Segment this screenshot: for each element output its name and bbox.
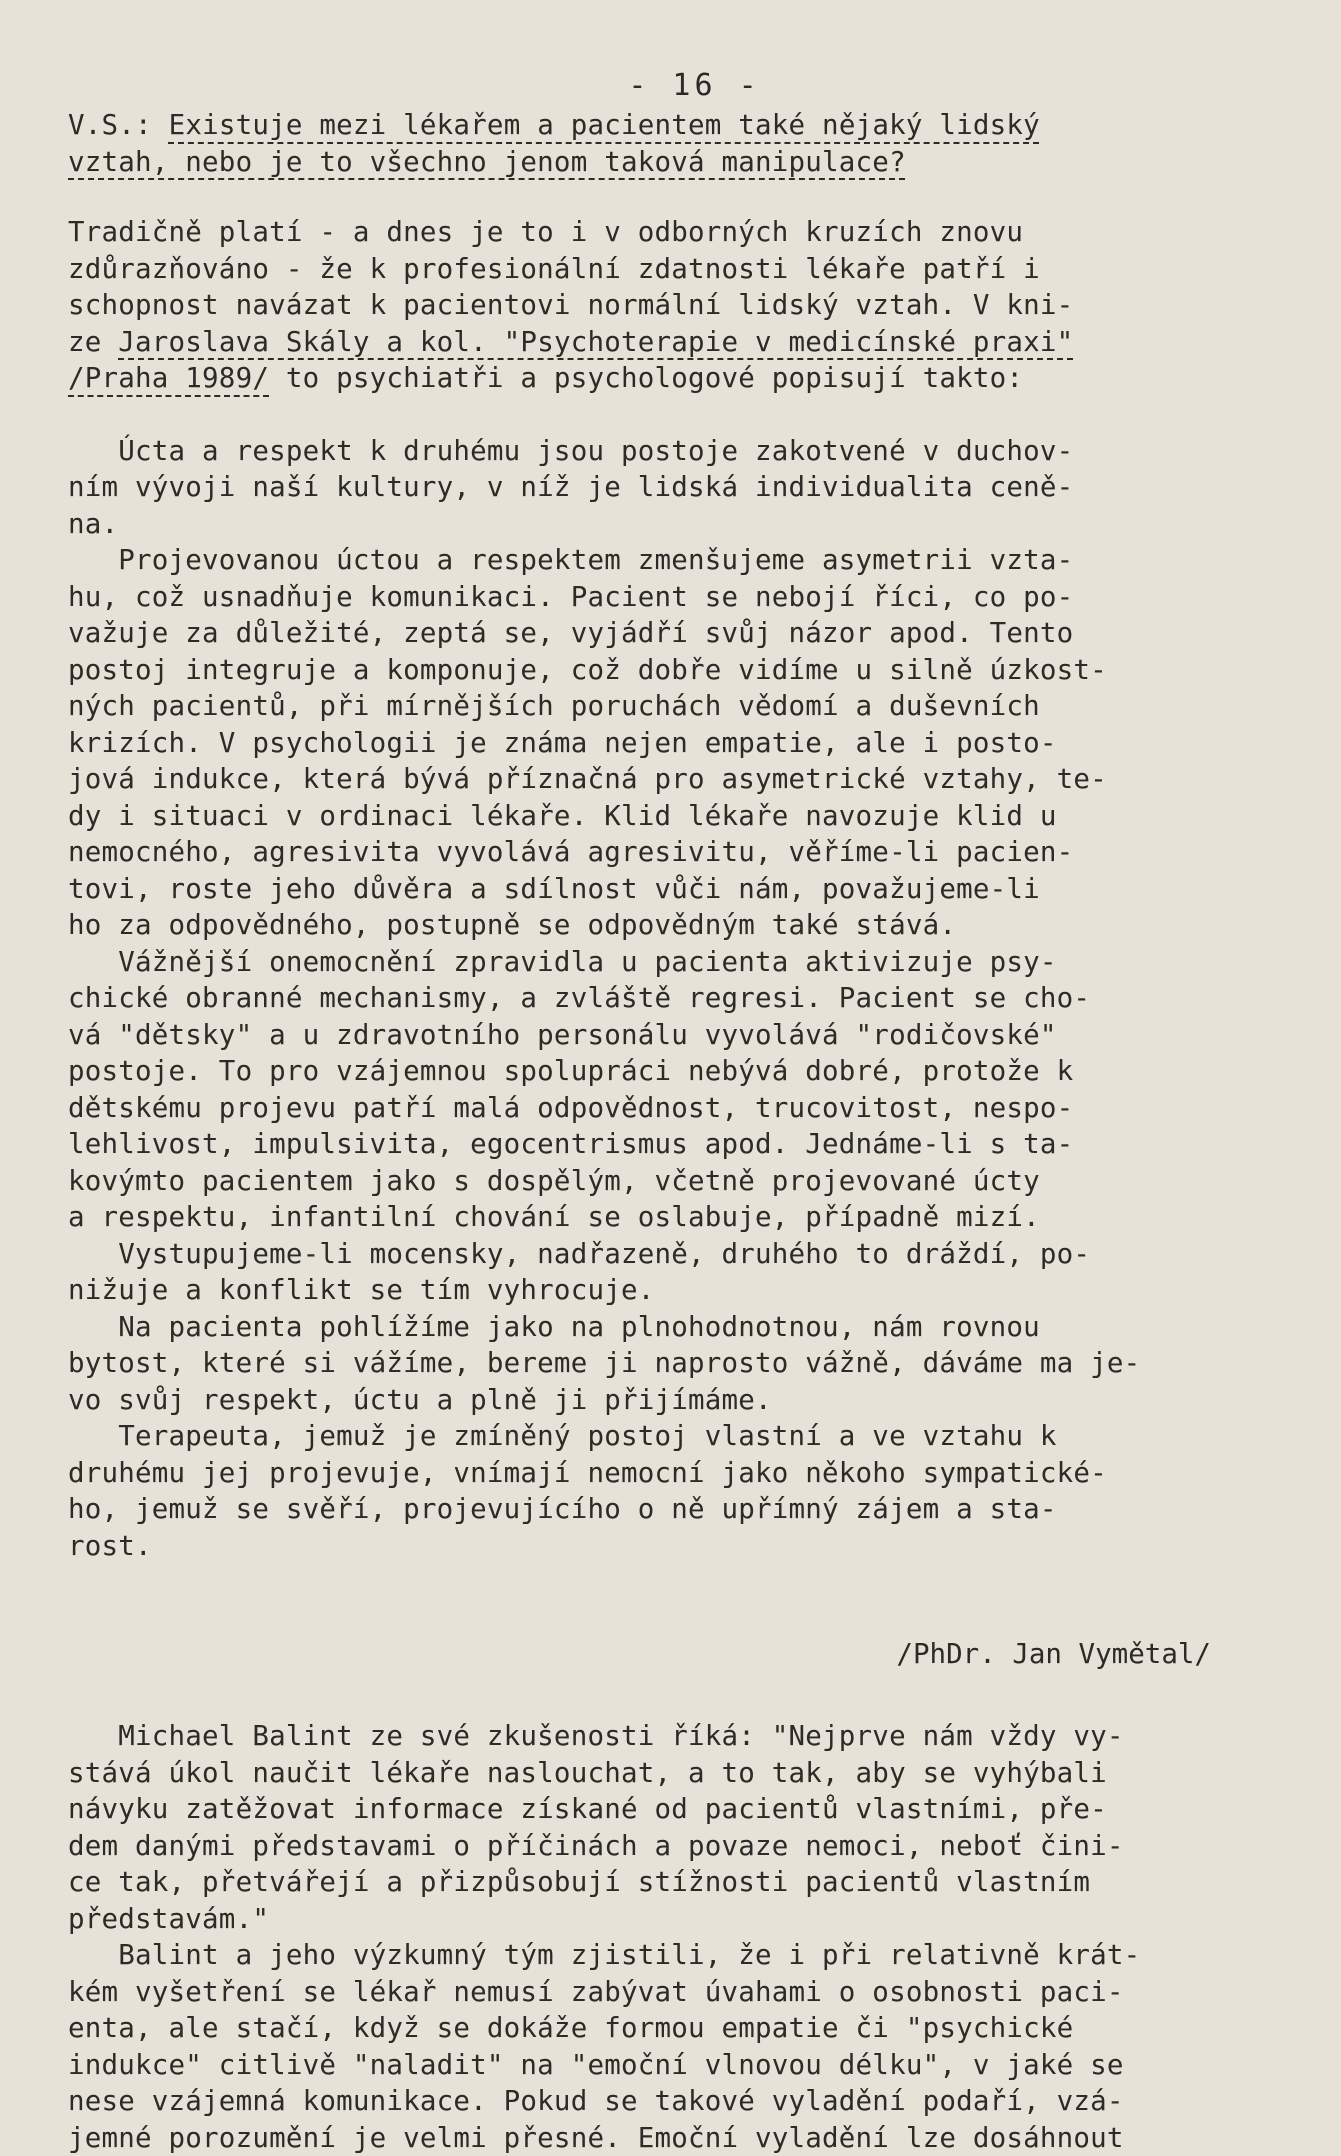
intro-paragraph — [68, 214, 1281, 397]
page-number: - 16 - — [628, 68, 761, 103]
quote-paragraph: Projevovanou úctou a respektem zmenšujeme asymetrii vzta- hu, což usnadňuje komunikaci. Pacient se nebojí říci, co po- važuje za důležité, zeptá se, vyjádří svůj názor apod. Tento postoj integruje a komponuje, což dobře vidíme u silně úzkost- ných pacientů, při mírnějších poruchách vědomí a duševních krizích. V psychologii je známa nejen empatie, ale i posto- jová indukce, která bývá příznačná pro asymetrické vztahy, te- dy i situaci v ordinaci lékaře. Klid lékaře navozuje klid u nemocného, agresivita vyvolává agresivitu, věříme-li pacien- tovi, roste jeho důvěra a sdílnost vůči nám, považujeme-li ho za odpovědného, postupně se odpovědným také stává. — [68, 544, 1107, 941]
intro-book-prefix: ze — [68, 325, 119, 358]
quote-paragraph: Úcta a respekt k druhému jsou postoje zakotvené v duchov- ním vývoji naší kultury, v níž je lidská individualita ceně- na. — [68, 434, 1074, 540]
question-label: V.S.: — [68, 109, 152, 141]
balint-paragraph: Michael Balint ze své zkušenosti říká: "Nejprve nám vždy vy- stává úkol naučit lékaře naslouchat, a to tak, aby se vyhýbali návyku zatěžovat informace získané od pacientů vlastními, pře- dem danými představami o příčinách a povaze nemoci, neboť čini- ce tak, přetvářejí a přizpůsobují stížnosti pacientů vlastním představám." — [68, 1720, 1124, 1935]
quote-paragraph: Terapeuta, jemuž je zmíněný postoj vlastní a ve vztahu k druhému jej projevuje, vnímají nemocní jako někoho sympatické- ho, jemuž se svěří, projevujícího o ně upřímný zájem a sta- rost. — [68, 1420, 1107, 1562]
author-signature: /PhDr. Jan Vymětal/ — [896, 1638, 1211, 1670]
quote-paragraph: Vystupujeme-li mocensky, nadřazeně, druhého to dráždí, po- nižuje a konflikt se tím vyhrocuje. — [68, 1237, 1091, 1306]
intro-line-end: to psychiatři a psychologové popisují takto: — [269, 362, 1024, 394]
quote-paragraph: Na pacienta pohlížíme jako na plnohodnotnou, nám rovnou bytost, které si vážíme, bereme ji naprosto vážně, dáváme ma je- vo svůj respekt, úctu a plně ji přijímáme. — [68, 1310, 1141, 1416]
intro-line: zdůrazňováno - že k profesionální zdatnosti lékaře patří i — [68, 252, 1040, 285]
question-line-1: Existuje mezi lékařem a pacientem také nějaký lidský — [168, 109, 1040, 141]
balint-paragraph: Balint a jeho výzkumný tým zjistili, že i při relativně krát- kém vyšetření se lékař nemusí zabývat úvahami o osobnosti paci- enta, ale stačí, když se dokáže formou empatie či "psychické indukce" citlivě "naladit" na "emoční vlnovou délku", v jaké se nese vzájemná komunikace. Pokud se takové vyladění podaří, vzá- jemné porozumění je velmi přesné. Emoční vyladění lze dosáhnout — [68, 1939, 1141, 2154]
quote-paragraph: Vážnější onemocnění zpravidla u pacienta aktivizuje psy- chické obranné mechanismy, a zvláště regresi. Pacient se cho- vá "dětsky" a u zdravotního personálu vyvolává "rodičovské" postoje. To pro vzájemnou spolupráci nebývá dobré, protože k dětskému projevu patří malá odpovědnost, trucovitost, nespo- lehlivost, impulsivita, egocentrismus apod. Jednáme-li s ta- kovýmto pacientem jako s dospělým, včetně projevované úcty a respektu, infantilní chování se oslabuje, případně mizí. — [68, 945, 1091, 1233]
intro-line: Tradičně platí - a dnes je to i v odborných kruzích znovu — [68, 216, 1024, 248]
interview-question — [68, 107, 1281, 180]
question-line-2: vztah, nebo je to všechno jenom taková manipulace? — [68, 145, 906, 178]
book-reference: Jaroslava Skály a kol. "Psychoterapie v medicínské praxi" — [118, 325, 1074, 358]
intro-line: schopnost navázat k pacientovi normální lidský vztah. V kni- — [68, 289, 1074, 321]
book-place-year: /Praha 1989/ — [68, 362, 270, 394]
